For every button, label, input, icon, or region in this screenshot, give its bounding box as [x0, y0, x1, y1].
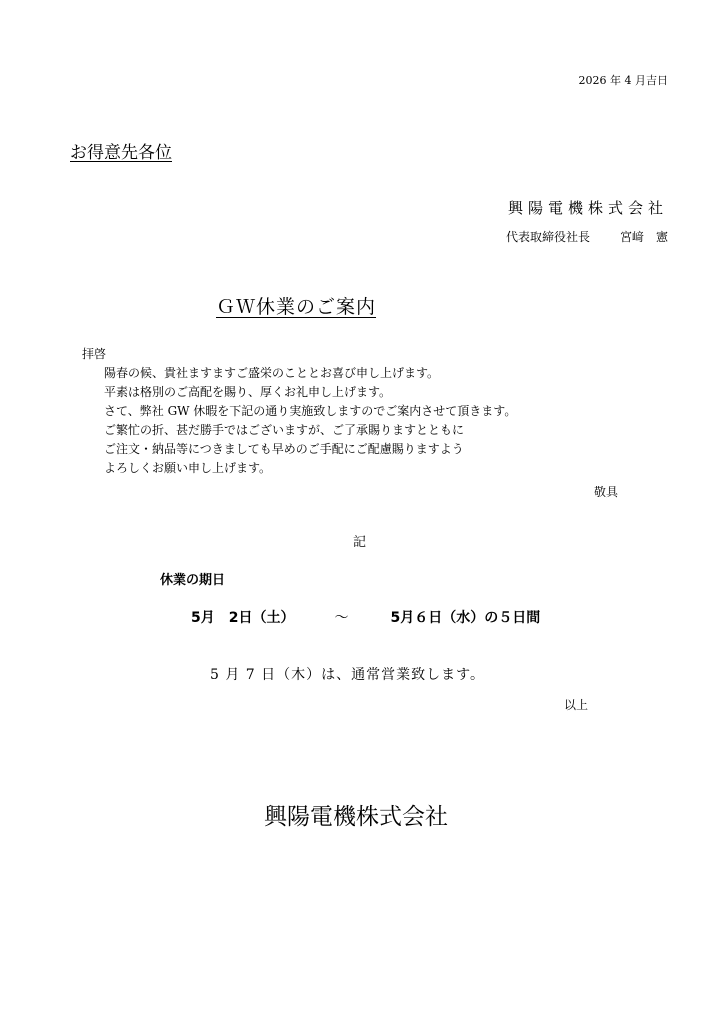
letter-closing: 敬具	[593, 485, 618, 499]
sender-name: 宮﨑 憲	[619, 230, 668, 244]
letter-line: さて、弊社 GW 休暇を下記の通り実施致しますのでご案内させて頂きます。	[104, 404, 517, 418]
document-title: ＧＷ休業のご案内	[216, 296, 377, 318]
period-separator: ～	[334, 610, 349, 626]
letter-opening: 拝啓	[82, 347, 107, 361]
sender-company: 興陽電機株式会社	[507, 199, 668, 217]
resume-notice: 5 月 7 日（木）は、通常営業致します。	[210, 667, 486, 683]
period-heading: 休業の期日	[160, 573, 226, 588]
ki-marker: 記	[353, 535, 367, 550]
footer-company: 興陽電機株式会社	[264, 804, 448, 830]
period-start: 5月 2日（土）	[191, 610, 295, 626]
letter-line: ご繁忙の折、甚だ勝手ではございますが、ご了承賜りますとともに	[104, 423, 465, 437]
sender-title: 代表取締役社長	[505, 230, 590, 244]
period-range	[191, 607, 540, 627]
issue-date: 2026 年 4 月吉日	[578, 74, 668, 87]
letter-line: 平素は格別のご高配を賜り、厚くお礼申し上げます。	[104, 385, 392, 399]
period-end: 5月６日（水）の５日間	[390, 610, 541, 626]
letter-line: よろしくお願い申し上げます。	[104, 461, 272, 475]
sender-representative	[506, 228, 668, 245]
recipient: お得意先各位	[70, 143, 172, 163]
letter-line: ご注文・納品等につきましても早めのご手配にご配慮賜りますよう	[104, 442, 464, 456]
final-closing: 以上	[563, 698, 588, 712]
letter-body	[104, 364, 516, 478]
letter-line: 陽春の候、貴社ますますご盛栄のこととお喜び申し上げます。	[104, 366, 440, 380]
